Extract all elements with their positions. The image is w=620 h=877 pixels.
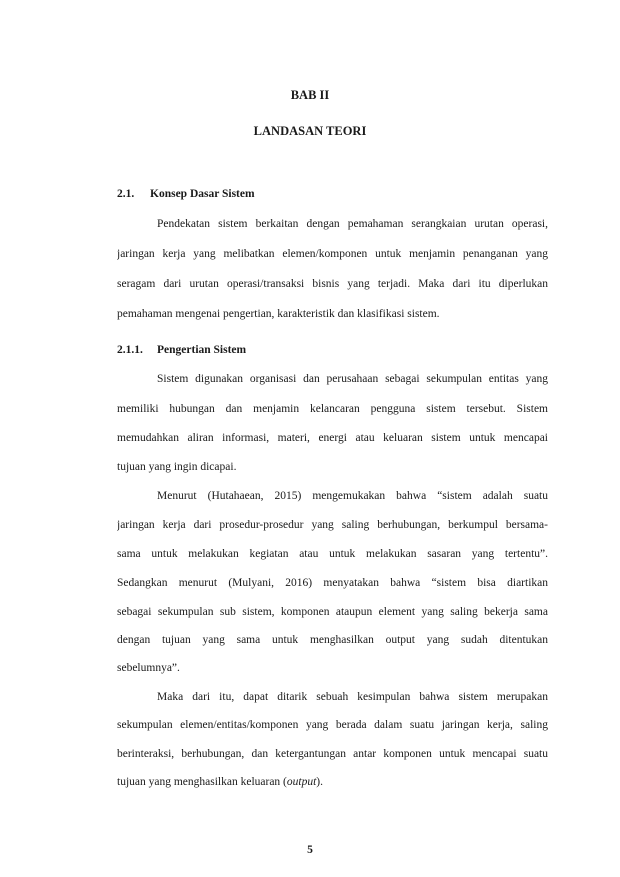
subsection-number: 2.1.1. [117, 344, 143, 356]
paragraph-line: sebelumnya”. [117, 662, 180, 674]
paragraph-line: sama untuk melakukan kegiatan atau untuk melakukan sasaran yang tertentu”. [117, 548, 548, 560]
section-number: 2.1. [117, 188, 135, 200]
italic-term: output [286, 776, 317, 788]
paragraph-line: dengan tujuan yang sama untuk menghasilkan output yang sudah ditentukan [117, 634, 548, 646]
paragraph-line: tujuan yang ingin dicapai. [117, 461, 237, 473]
subsection-title: Pengertian Sistem [157, 344, 247, 356]
paragraph-line: seragam dari urutan operasi/transaksi bisnis yang terjadi. Maka dari itu diperlukan [117, 278, 548, 290]
paragraph-line: Maka dari itu, dapat ditarik sebuah kesimpulan bahwa sistem merupakan [157, 691, 548, 703]
page-number: 5 [307, 844, 313, 856]
paragraph-line: jaringan kerja yang melibatkan elemen/komponen untuk menjamin penanganan yang [117, 248, 548, 260]
text-run: tujuan yang menghasilkan keluaran ( [117, 776, 287, 788]
paragraph-line: berinteraksi, berhubungan, dan ketergantungan antar komponen untuk mencapai suatu [117, 748, 548, 760]
paragraph-line: memudahkan aliran informasi, materi, energi atau keluaran sistem untuk mencapai [117, 432, 548, 444]
paragraph-line: memiliki hubungan dan menjamin kelancaran pengguna sistem tersebut. Sistem [117, 403, 548, 415]
paragraph-line: pemahaman mengenai pengertian, karakteristik dan klasifikasi sistem. [117, 308, 440, 320]
paragraph-line: sekumpulan elemen/entitas/komponen yang berada dalam suatu jaringan kerja, saling [117, 719, 548, 731]
paragraph-line: Pendekatan sistem berkaitan dengan pemahaman serangkaian urutan operasi, [157, 218, 548, 230]
paragraph-line: jaringan kerja dari prosedur-prosedur yang saling berhubungan, berkumpul bersama- [117, 519, 548, 531]
chapter-title: LANDASAN TEORI [253, 124, 367, 138]
paragraph-line: Sedangkan menurut (Mulyani, 2016) menyatakan bahwa “sistem bisa diartikan [117, 577, 548, 589]
paragraph-line-last [117, 776, 548, 792]
paragraph-line: sebagai sekumpulan sub sistem, komponen ataupun element yang saling bekerja sama [117, 606, 548, 618]
chapter-number: BAB II [290, 88, 330, 102]
paragraph-line: Menurut (Hutahaean, 2015) mengemukakan bahwa “sistem adalah suatu [157, 490, 548, 502]
paragraph-line: Sistem digunakan organisasi dan perusahaan sebagai sekumpulan entitas yang [157, 373, 548, 385]
section-title: Konsep Dasar Sistem [150, 188, 255, 200]
text-run: ). [316, 776, 323, 788]
